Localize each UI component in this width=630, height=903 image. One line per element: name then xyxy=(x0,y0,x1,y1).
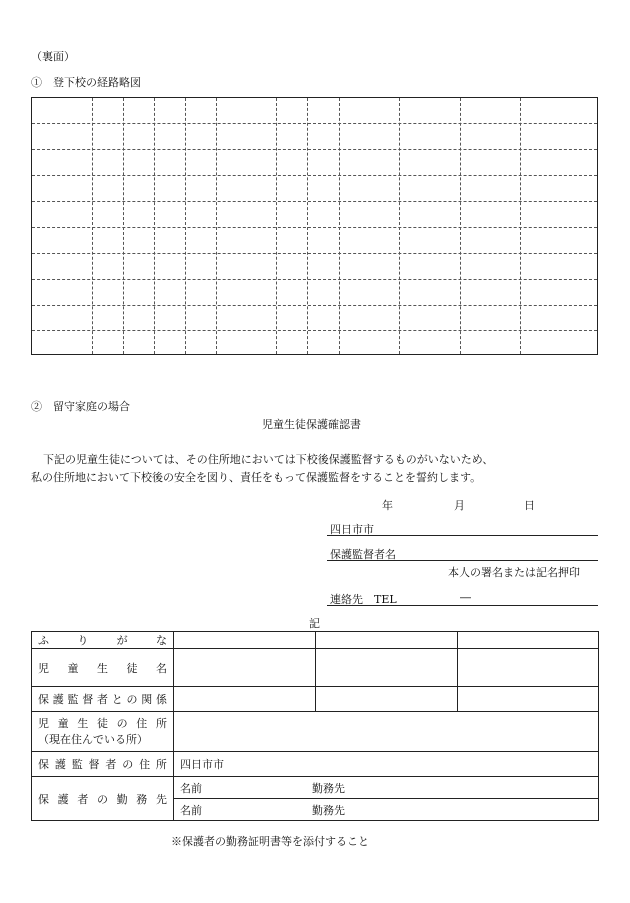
pledge-line-2: 私の住所地において下校後の安全を図り、責任をもって保護監督をすることを誓約します。 xyxy=(31,471,482,484)
contact-line[interactable] xyxy=(327,605,598,606)
student-address-sub: （現在住んでいる所） xyxy=(38,732,148,746)
pledge-line-1: 下記の児童生徒については、その住所地においては下校後保護監督するものがいないため、 xyxy=(43,453,494,466)
guardian-address-label: 保 護 監 督 者 の 住 所 xyxy=(32,752,174,777)
contact-label: 連絡先 TEL xyxy=(330,593,397,606)
name-label-2: 名前 xyxy=(180,803,202,817)
date-year: 年 xyxy=(382,499,393,512)
guardian-name-line[interactable] xyxy=(327,560,598,561)
furigana-field-3[interactable] xyxy=(458,632,599,649)
guardian-name-label: 保護監督者名 xyxy=(330,548,396,561)
furigana-label: ふ り が な xyxy=(32,632,174,649)
workplace-row-1[interactable] xyxy=(174,777,599,799)
workplace-label-1: 勤務先 xyxy=(312,781,345,795)
date-month: 月 xyxy=(454,499,465,512)
doc-title: 児童生徒保護確認書 xyxy=(262,418,361,431)
relation-field-1[interactable] xyxy=(174,687,316,712)
relation-field-3[interactable] xyxy=(458,687,599,712)
guardian-address-value: 四日市市 xyxy=(180,758,224,771)
workplace-label: 保 護 者 の 勤 務 先 xyxy=(32,777,174,821)
workplace-label-2: 勤務先 xyxy=(312,803,345,817)
footnote: ※保護者の勤務証明書等を添付すること xyxy=(171,835,369,848)
guardian-address-field[interactable] xyxy=(174,752,599,777)
city-label: 四日市市 xyxy=(330,523,374,536)
route-map-grid[interactable] xyxy=(31,97,598,355)
section2-title: ② 留守家庭の場合 xyxy=(31,400,130,413)
furigana-field-1[interactable] xyxy=(174,632,316,649)
ki-label: 記 xyxy=(309,617,320,630)
student-address-field[interactable] xyxy=(174,712,599,752)
city-line[interactable] xyxy=(327,535,598,536)
relation-label: 保 護 監 督 者 と の 関 係 xyxy=(32,687,174,712)
relation-field-2[interactable] xyxy=(316,687,458,712)
section1-title: ① 登下校の経路略図 xyxy=(31,76,141,89)
student-name-field-2[interactable] xyxy=(316,649,458,687)
student-address-label: 児 童 生 徒 の 住 所 （現在住んでいる所） xyxy=(32,712,174,752)
student-record-table xyxy=(31,631,599,821)
student-name-field-1[interactable] xyxy=(174,649,316,687)
signature-note: 本人の署名または記名押印 xyxy=(448,566,580,579)
furigana-field-2[interactable] xyxy=(316,632,458,649)
side-label: （裏面） xyxy=(31,50,75,63)
workplace-row-2[interactable] xyxy=(174,799,599,821)
contact-dash: ― xyxy=(460,591,471,604)
student-name-label: 児 童 生 徒 名 xyxy=(32,649,174,687)
date-day: 日 xyxy=(524,499,535,512)
name-label-1: 名前 xyxy=(180,781,202,795)
student-name-field-3[interactable] xyxy=(458,649,599,687)
